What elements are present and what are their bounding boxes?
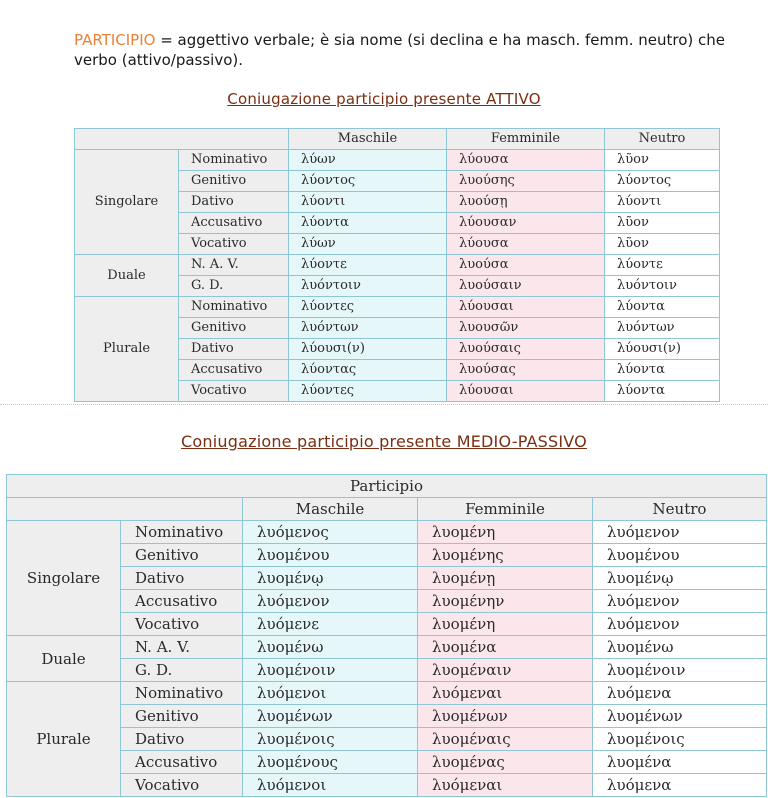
table-row	[75, 255, 720, 276]
neutro-form: λυομένα	[593, 751, 767, 774]
table-row	[7, 590, 767, 613]
maschile-form: λυόντοιν	[289, 276, 447, 297]
neutro-form: λυόμενον	[593, 521, 767, 544]
neutro-form: λύοντα	[605, 297, 720, 318]
neutro-form: λυόντοιν	[605, 276, 720, 297]
maschile-form: λυομένῳ	[243, 567, 418, 590]
neutro-form: λύοντος	[605, 171, 720, 192]
maschile-form: λυομένου	[243, 544, 418, 567]
table-row	[75, 150, 720, 171]
column-header: Femminile	[418, 498, 593, 521]
intro-definition: = aggettivo verbale; è sia nome (si declina e ha masch. femm. neutro) che verbo (attivo/passivo).	[74, 31, 725, 69]
table-row	[7, 774, 767, 797]
heading-medio: Coniugazione participio presente MEDIO-PASSIVO	[181, 432, 587, 451]
column-header: Neutro	[605, 129, 720, 150]
header-row	[75, 129, 720, 150]
table-active	[74, 128, 720, 402]
femminile-form: λυουσῶν	[447, 318, 605, 339]
table-medio	[6, 474, 767, 797]
maschile-form: λυόμενον	[243, 590, 418, 613]
table-medio-body	[7, 475, 767, 797]
neutro-form: λυομένῳ	[593, 567, 767, 590]
participio-keyword: PARTICIPIO	[74, 31, 156, 49]
caption-row	[7, 475, 767, 498]
neutro-form: λύοντα	[605, 360, 720, 381]
case-label: Nominativo	[121, 521, 243, 544]
femminile-form: λυομένων	[418, 705, 593, 728]
neutro-form: λυόμενον	[593, 613, 767, 636]
femminile-form: λυομέναις	[418, 728, 593, 751]
maschile-form: λυομένοιν	[243, 659, 418, 682]
case-label: Dativo	[121, 567, 243, 590]
neutro-form: λύουσι(ν)	[605, 339, 720, 360]
femminile-form: λυούσας	[447, 360, 605, 381]
case-label: Dativo	[179, 339, 289, 360]
femminile-form: λυομένην	[418, 590, 593, 613]
table-row	[7, 567, 767, 590]
number-label: Plurale	[75, 297, 179, 402]
neutro-form: λυομένω	[593, 636, 767, 659]
maschile-form: λυομένω	[243, 636, 418, 659]
maschile-form: λύουσι(ν)	[289, 339, 447, 360]
neutro-form: λυόμενα	[593, 682, 767, 705]
table-row	[7, 613, 767, 636]
neutro-form: λῦον	[605, 234, 720, 255]
maschile-form: λύοντα	[289, 213, 447, 234]
case-label: Vocativo	[121, 774, 243, 797]
maschile-form: λυόμενοι	[243, 774, 418, 797]
case-label: Vocativo	[179, 234, 289, 255]
table-row	[7, 751, 767, 774]
neutro-form: λῦον	[605, 213, 720, 234]
number-label: Singolare	[75, 150, 179, 255]
maschile-form: λύοντος	[289, 171, 447, 192]
table-row	[7, 544, 767, 567]
column-header: Maschile	[289, 129, 447, 150]
table-row	[75, 297, 720, 318]
maschile-form: λύοντες	[289, 297, 447, 318]
case-label: Accusativo	[121, 751, 243, 774]
table-row	[7, 728, 767, 751]
table-active-body	[75, 129, 720, 402]
neutro-form: λυομένοιν	[593, 659, 767, 682]
femminile-form: λύουσαι	[447, 297, 605, 318]
case-label: Genitivo	[179, 171, 289, 192]
maschile-form: λύοντες	[289, 381, 447, 402]
column-header: Neutro	[593, 498, 767, 521]
table-caption: Participio	[7, 475, 767, 498]
case-label: Nominativo	[179, 297, 289, 318]
case-label: N. A. V.	[179, 255, 289, 276]
table-row	[7, 705, 767, 728]
neutro-form: λυομένοις	[593, 728, 767, 751]
number-label: Plurale	[7, 682, 121, 797]
case-label: Genitivo	[179, 318, 289, 339]
case-label: G. D.	[121, 659, 243, 682]
femminile-form: λυόμεναι	[418, 682, 593, 705]
case-label: Accusativo	[179, 360, 289, 381]
intro-paragraph	[74, 30, 744, 70]
femminile-form: λυούσῃ	[447, 192, 605, 213]
maschile-form: λύοντε	[289, 255, 447, 276]
maschile-form: λύοντι	[289, 192, 447, 213]
table-row	[7, 521, 767, 544]
case-label: Accusativo	[121, 590, 243, 613]
maschile-form: λυομένους	[243, 751, 418, 774]
case-label: Accusativo	[179, 213, 289, 234]
femminile-form: λύουσα	[447, 234, 605, 255]
neutro-form: λυόμενα	[593, 774, 767, 797]
maschile-form: λύων	[289, 150, 447, 171]
maschile-form: λύων	[289, 234, 447, 255]
neutro-form: λύοντι	[605, 192, 720, 213]
femminile-form: λύουσαι	[447, 381, 605, 402]
header-corner	[75, 129, 289, 150]
femminile-form: λυομένα	[418, 636, 593, 659]
heading-active: Coniugazione participio presente ATTIVO	[227, 90, 541, 108]
neutro-form: λῦον	[605, 150, 720, 171]
case-label: Genitivo	[121, 544, 243, 567]
femminile-form: λυομένῃ	[418, 567, 593, 590]
neutro-form: λυομένων	[593, 705, 767, 728]
femminile-form: λυούσα	[447, 255, 605, 276]
number-label: Duale	[7, 636, 121, 682]
header-row	[7, 498, 767, 521]
case-label: N. A. V.	[121, 636, 243, 659]
neutro-form: λυόμενον	[593, 590, 767, 613]
femminile-form: λυομένας	[418, 751, 593, 774]
table-row	[7, 659, 767, 682]
case-label: Nominativo	[121, 682, 243, 705]
maschile-form: λυόντων	[289, 318, 447, 339]
neutro-form: λύοντε	[605, 255, 720, 276]
table-row	[7, 682, 767, 705]
column-header: Maschile	[243, 498, 418, 521]
femminile-form: λυομένη	[418, 521, 593, 544]
femminile-form: λυομένης	[418, 544, 593, 567]
case-label: Nominativo	[179, 150, 289, 171]
femminile-form: λύουσα	[447, 150, 605, 171]
maschile-form: λυομένων	[243, 705, 418, 728]
column-header: Femminile	[447, 129, 605, 150]
number-label: Duale	[75, 255, 179, 297]
neutro-form: λυομένου	[593, 544, 767, 567]
maschile-form: λυόμενος	[243, 521, 418, 544]
maschile-form: λύοντας	[289, 360, 447, 381]
femminile-form: λύουσαν	[447, 213, 605, 234]
number-label: Singolare	[7, 521, 121, 636]
femminile-form: λυομένη	[418, 613, 593, 636]
case-label: Vocativo	[121, 613, 243, 636]
neutro-form: λύοντα	[605, 381, 720, 402]
table-row	[7, 636, 767, 659]
case-label: G. D.	[179, 276, 289, 297]
case-label: Dativo	[179, 192, 289, 213]
maschile-form: λυόμενε	[243, 613, 418, 636]
neutro-form: λυόντων	[605, 318, 720, 339]
header-corner	[7, 498, 243, 521]
case-label: Genitivo	[121, 705, 243, 728]
femminile-form: λυούσαις	[447, 339, 605, 360]
femminile-form: λυούσαιν	[447, 276, 605, 297]
femminile-form: λυόμεναι	[418, 774, 593, 797]
case-label: Vocativo	[179, 381, 289, 402]
femminile-form: λυομέναιν	[418, 659, 593, 682]
maschile-form: λυομένοις	[243, 728, 418, 751]
maschile-form: λυόμενοι	[243, 682, 418, 705]
section-divider	[0, 404, 768, 405]
femminile-form: λυούσης	[447, 171, 605, 192]
case-label: Dativo	[121, 728, 243, 751]
